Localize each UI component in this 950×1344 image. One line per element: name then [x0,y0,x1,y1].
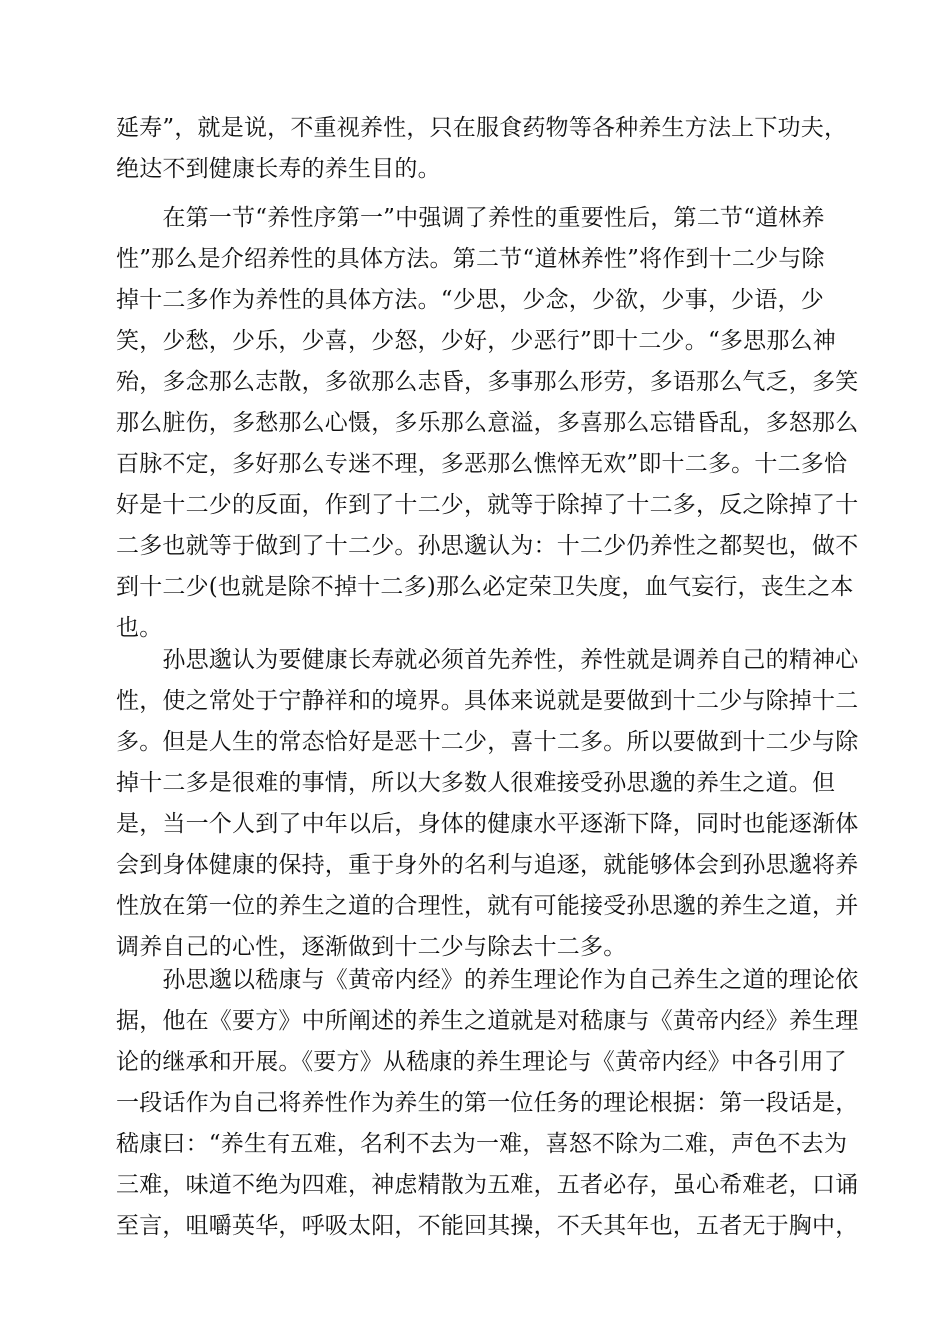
text-line: 也。 [116,615,163,641]
paragraph-2 [116,198,859,649]
text-line: 据，他在《要方》中所阐述的养生之道就是对嵇康与《黄帝内经》养生理 [116,1008,859,1034]
text-line: 二多也就等于做到了十二少。孙思邈认为：十二少仍养性之都契也，做不 [116,533,859,559]
text-line: 性，使之常处于宁静祥和的境界。具体来说就是要做到十二少与除掉十二 [116,688,859,714]
text-line: 嵇康曰：“养生有五难，名利不去为一难，喜怒不除为二难，声色不去为 [116,1131,848,1157]
text-line: 至言，咀嚼英华，呼吸太阳，不能回其操，不夭其年也，五者无于胸中， [116,1213,859,1239]
paragraph-1 [116,108,848,190]
text-line: 性”那么是介绍养性的具体方法。第二节“道林养性”将作到十二少与除 [116,246,825,272]
text-line: 孙思邈认为要健康长寿就必须首先养性，养性就是调养自己的精神心 [116,647,859,673]
text-line: 那么脏伤，多愁那么心慑，多乐那么意溢，多喜那么忘错昏乱，多怒那么 [116,410,859,436]
text-line: 论的继承和开展。《要方》从嵇康的养生理论与《黄帝内经》中各引用了 [116,1049,847,1075]
text-line: 会到身体健康的保持，重于身外的名利与追逐，就能够体会到孙思邈将养 [116,852,859,878]
text-line: 在第一节“养性序第一”中强调了养性的重要性后，第二节“道林养 [116,205,825,231]
text-line: 到十二少(也就是除不掉十二多)那么必定荣卫失度，血气妄行，丧生之本 [116,574,854,600]
text-line: 殆，多念那么志散，多欲那么志昏，多事那么形劳，多语那么气乏，多笑 [116,369,859,395]
text-line: 好是十二少的反面，作到了十二少，就等于除掉了十二多，反之除掉了十 [116,492,859,518]
paragraph-4 [116,960,859,1247]
text-line: 笑，少愁，少乐，少喜，少怒，少好，少恶行”即十二少。“多思那么神 [116,328,836,354]
text-line: 是，当一个人到了中年以后，身体的健康水平逐渐下降，同时也能逐渐体 [116,811,859,837]
text-line: 延寿”，就是说，不重视养性，只在服食药物等各种养生方法上下功夫， [116,115,848,141]
text-line: 掉十二多是很难的事情，所以大多数人很难接受孙思邈的养生之道。但 [116,770,836,796]
paragraph-3 [116,640,859,968]
text-line: 调养自己的心性，逐渐做到十二少与除去十二多。 [116,934,627,960]
text-line: 多。但是人生的常态恰好是恶十二少，喜十二多。所以要做到十二少与除 [116,729,859,755]
text-line: 一段话作为自己将养性作为养生的第一位任务的理论根据：第一段话是， [116,1090,859,1116]
text-line: 性放在第一位的养生之道的合理性，就有可能接受孙思邈的养生之道，并 [116,893,859,919]
text-line: 绝达不到健康长寿的养生目的。 [116,156,441,182]
text-line: 三难，味道不绝为四难，神虑精散为五难，五者必存，虽心希难老，口诵 [116,1172,859,1198]
text-line: 百脉不定，多好那么专迷不理，多恶那么憔悴无欢”即十二多。十二多恰 [116,451,848,477]
text-line: 掉十二多作为养性的具体方法。“少思，少念，少欲，少事，少语，少 [116,287,824,313]
text-line: 孙思邈以嵇康与《黄帝内经》的养生理论作为自己养生之道的理论依 [116,967,859,993]
